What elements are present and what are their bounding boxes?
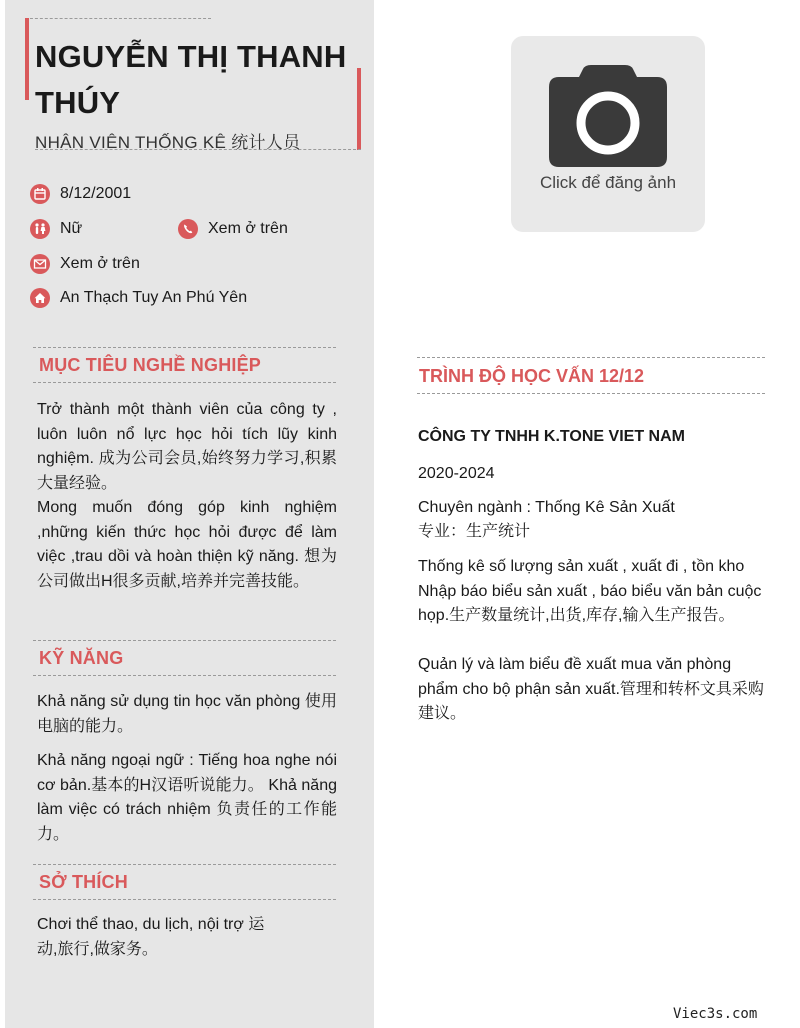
education-period[interactable]: 2020-2024 <box>418 465 495 482</box>
objective-title[interactable]: MỤC TIÊU NGHỀ NGHIỆP <box>39 355 262 375</box>
hobbies-title[interactable]: SỞ THÍCH <box>39 872 128 892</box>
gender-icon <box>30 219 50 239</box>
objective-text-2[interactable]: Mong muốn đóng góp kinh nghiệm ,những kiến thức học hỏi được để làm việc ,trau dồi và hoàn thiện kỹ năng. 想为公司做出H很多贡献,培养并完善技能。 <box>37 499 337 590</box>
job-title[interactable]: NHÂN VIÊN THỐNG KÊ 统计人员 <box>35 133 301 152</box>
phone-value[interactable]: Xem ở trên <box>208 220 288 237</box>
objective-text-1[interactable]: Trở thành một thành viên của công ty , luôn luôn nổ lực học hỏi tích lũy kinh nghiệm. 成为公司会员,始终努力学习,积累大量经验。 <box>37 401 337 492</box>
education-company[interactable]: CÔNG TY TNHH K.TONE VIET NAM <box>418 428 685 445</box>
dob-row <box>30 184 131 204</box>
address-value[interactable]: An Thạch Tuy An Phú Yên <box>60 289 248 306</box>
name-accent-bar-right <box>357 68 361 150</box>
hobbies-heading <box>33 864 336 900</box>
name-block <box>25 18 361 150</box>
skills-title[interactable]: KỸ NĂNG <box>39 648 124 668</box>
calendar-icon <box>30 184 50 204</box>
skills-text-1[interactable]: Khả năng sử dụng tin học văn phòng 使用电脑的能力。 <box>37 693 337 735</box>
photo-upload[interactable] <box>511 36 705 232</box>
education-major[interactable]: Chuyên ngành : Thống Kê Sản Xuất <box>418 499 675 516</box>
education-heading <box>417 357 765 394</box>
phone-icon <box>178 219 198 239</box>
name-accent-bar-left <box>25 18 29 100</box>
education-major-zh[interactable]: 专业：生产统计 <box>418 523 531 540</box>
phone-row <box>178 219 288 239</box>
education-description[interactable]: Thống kê số lượng sản xuất , xuất đi , tồn kho Nhập báo biểu sản xuất , báo biểu văn bản cuộc họp.生产数量统计,出货,库存,输入生产报告。 <box>418 558 762 624</box>
full-name[interactable]: NGUYỄN THỊ THANH THÚY <box>35 39 347 120</box>
objective-heading <box>33 347 336 383</box>
watermark: Viec3s.com <box>673 1006 758 1022</box>
camera-icon <box>549 65 667 167</box>
gender-value[interactable]: Nữ <box>60 220 83 237</box>
skills-heading <box>33 640 336 676</box>
address-row <box>30 288 247 308</box>
envelope-icon <box>30 254 50 274</box>
education-description-2[interactable]: Quản lý và làm biểu đề xuất mua văn phòng phẩm cho bộ phận sản xuất.管理和转杯文具采购建议。 <box>418 656 764 722</box>
email-value[interactable]: Xem ở trên <box>60 255 140 272</box>
photo-caption: Click để đăng ảnh <box>539 173 677 192</box>
email-row <box>30 254 140 274</box>
skills-text-2[interactable]: Khả năng ngoại ngữ : Tiếng hoa nghe nói cơ bản.基本的H汉语听说能力。 Khả năng làm việc có trách nhiệm 负责任的工作能力。 <box>37 752 337 843</box>
dob-value[interactable]: 8/12/2001 <box>60 185 132 202</box>
name-top-divider <box>25 18 211 19</box>
education-title[interactable]: TRÌNH ĐỘ HỌC VẤN 12/12 <box>419 366 645 386</box>
home-icon <box>30 288 50 308</box>
hobbies-text[interactable]: Chơi thể thao, du lịch, nội trợ 运动,旅行,做家务。 <box>37 916 265 958</box>
gender-row <box>30 219 82 239</box>
